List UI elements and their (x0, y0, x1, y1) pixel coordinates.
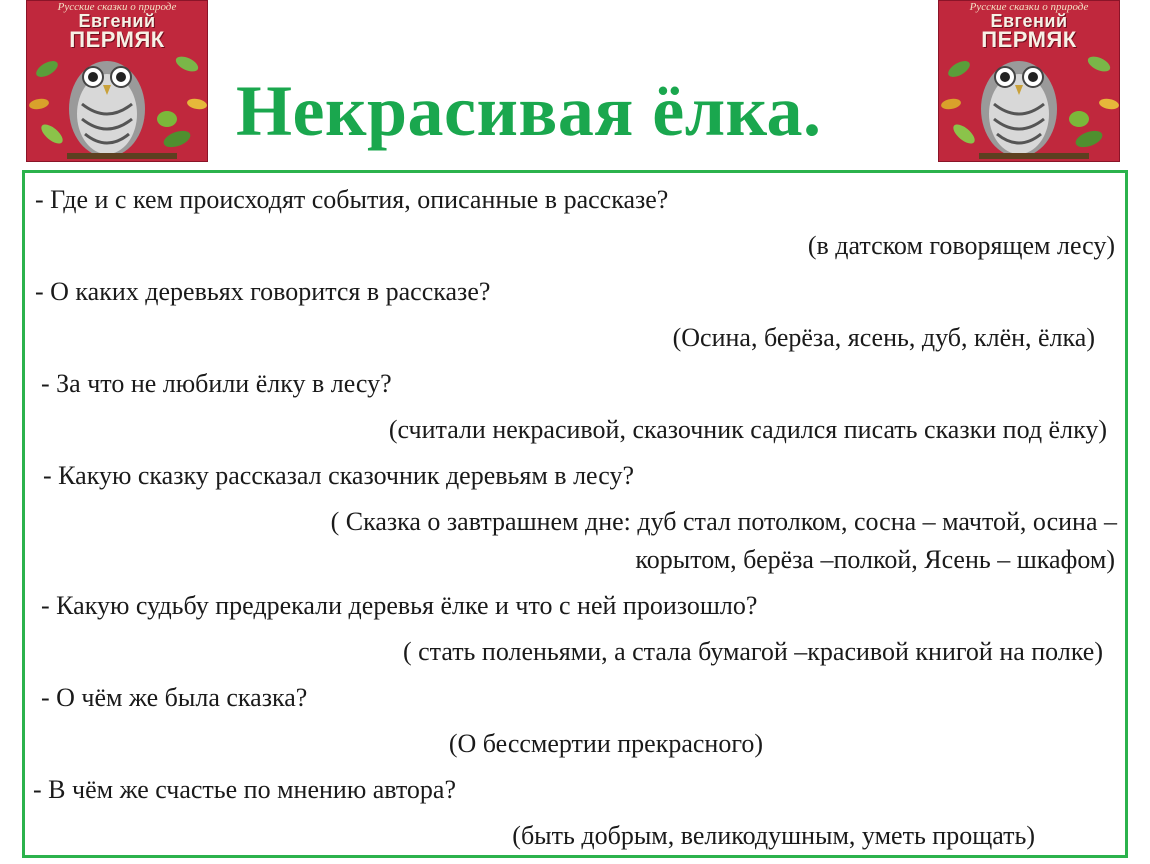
owl-illustration (939, 49, 1120, 162)
page-title: Некрасивая ёлка. (236, 71, 822, 151)
answer-line: (в датском говорящем лесу) (807, 231, 1115, 260)
book-cover-right (938, 0, 1120, 162)
question-line: - Какую судьбу предрекали деревья ёлке и что с ней произошло? (41, 591, 758, 620)
cover-author-first: Евгений (78, 11, 156, 31)
question-line: - Где и с кем происходят события, описанные в рассказе? (35, 185, 669, 214)
question-line: - За что не любили ёлку в лесу? (41, 369, 392, 398)
answer-line: ( стать поленьями, а стала бумагой –красивой книгой на полке) (402, 637, 1103, 666)
cover-author-last: ПЕРМЯК (69, 27, 165, 52)
owl-illustration (27, 49, 208, 162)
question-line: - О чём же была сказка? (41, 683, 308, 712)
question-line: - О каких деревьях говорится в рассказе? (35, 277, 491, 306)
qa-content-box (22, 170, 1128, 858)
question-line: - В чём же счастье по мнению автора? (33, 775, 457, 804)
answer-line: (Осина, берёза, ясень, дуб, клён, ёлка) (672, 323, 1095, 352)
cover-author-first: Евгений (990, 11, 1068, 31)
answer-line: (быть добрым, великодушным, уметь прощать) (512, 821, 1035, 850)
book-cover-left (26, 0, 208, 162)
answer-line: (считали некрасивой, сказочник садился писать сказки под ёлку) (388, 415, 1107, 444)
question-line: - Какую сказку рассказал сказочник деревьям в лесу? (43, 461, 634, 490)
cover-series-text: Русские сказки о природе (57, 1, 177, 13)
cover-series-text: Русские сказки о природе (969, 1, 1089, 13)
answer-line: ( Сказка о завтрашнем дне: дуб стал потолком, сосна – мачтой, осина – (330, 507, 1117, 536)
cover-author-last: ПЕРМЯК (981, 27, 1077, 52)
answer-line: корытом, берёза –полкой, Ясень – шкафом) (635, 545, 1115, 574)
answer-line: (О бессмертии прекрасного) (448, 729, 763, 758)
